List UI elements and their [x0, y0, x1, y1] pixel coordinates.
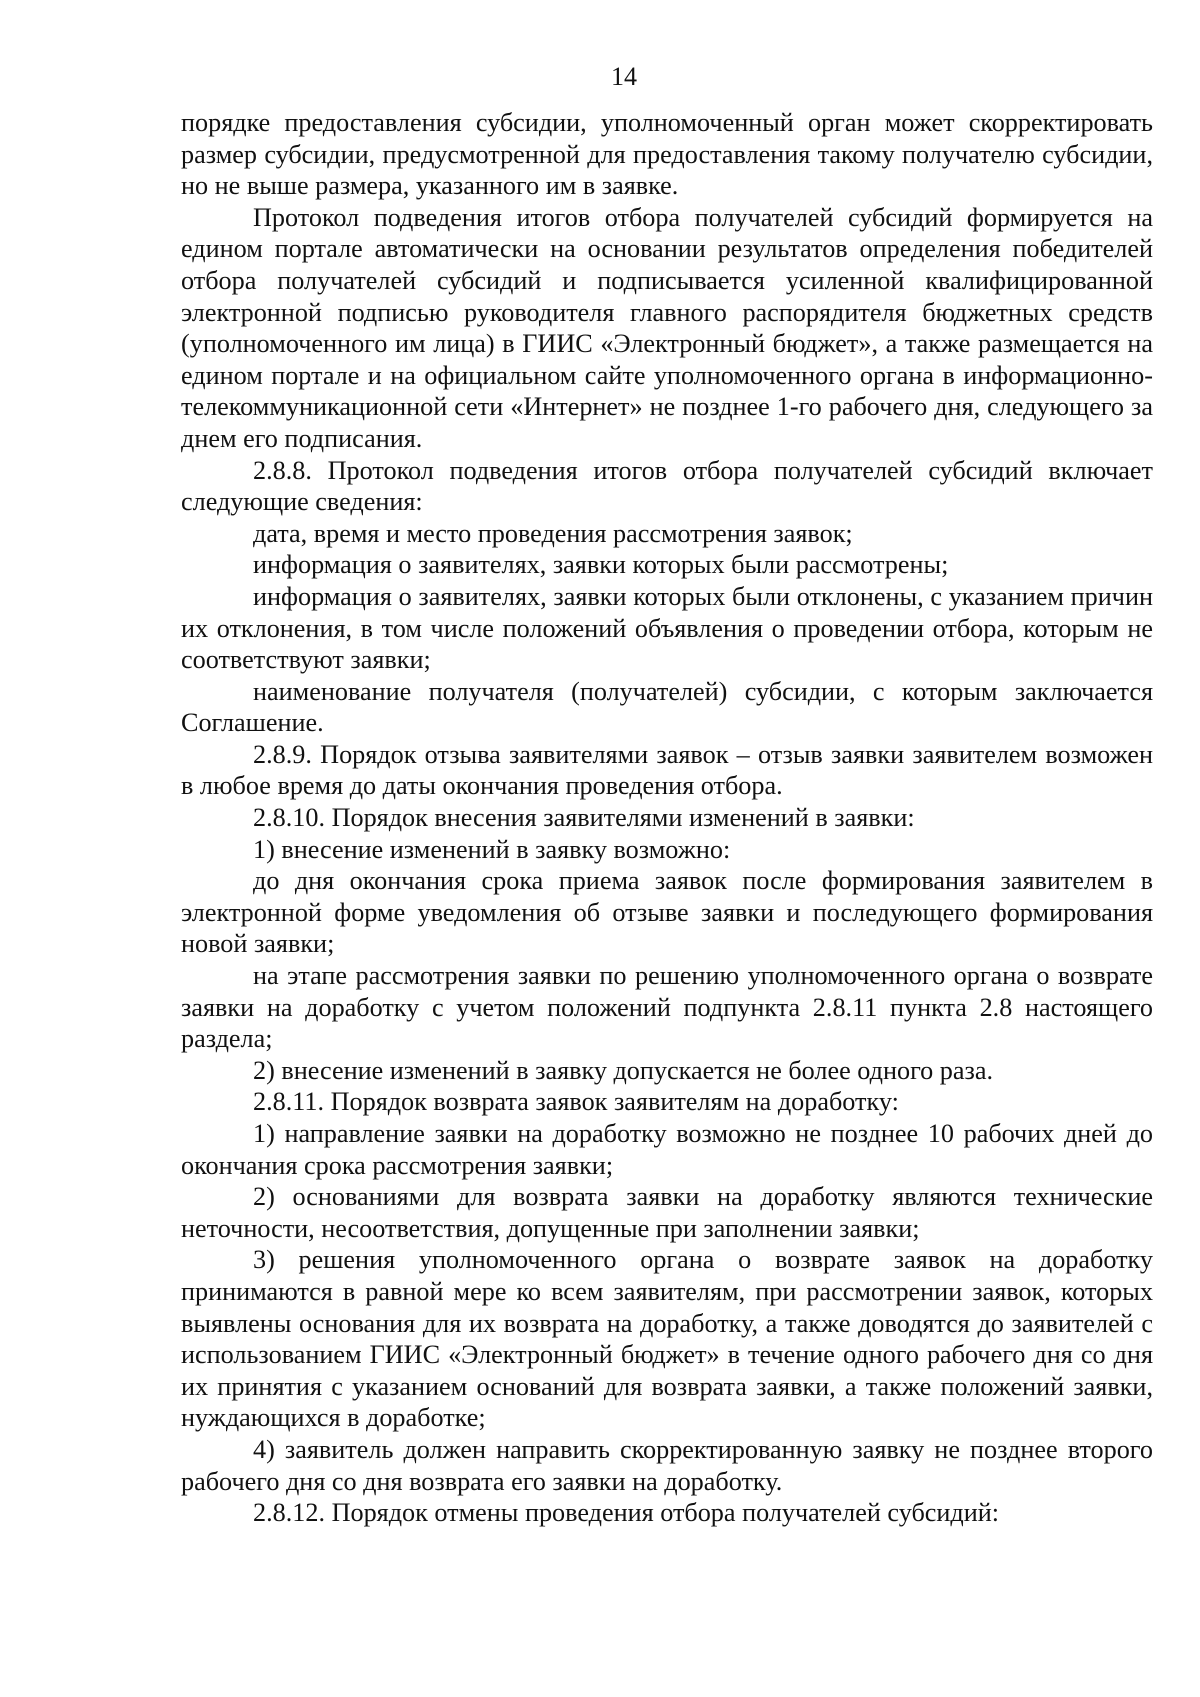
- paragraph-2-8-11: 2.8.11. Порядок возврата заявок заявителям на доработку:: [253, 1087, 899, 1117]
- list-item-resubmission: 4) заявитель должен направить скорректированную заявку не позднее второго рабочего дня со дня возврата его заявки на доработку.: [181, 1434, 1153, 1496]
- paragraph-2-8-12: 2.8.12. Порядок отмены проведения отбора получателей субсидий:: [253, 1498, 1000, 1528]
- list-item-return-grounds: 2) основаниями для возврата заявки на доработку являются технические неточности, несоответствия, допущенные при заполнении заявки;: [181, 1182, 1153, 1243]
- paragraph-2-8-10: 2.8.10. Порядок внесения заявителями изменений в заявки:: [253, 803, 915, 833]
- list-item-recipient-name: наименование получателя (получателей) субсидии, с которым заключается Соглашение.: [181, 676, 1153, 738]
- paragraph-protocol-formation: Протокол подведения итогов отбора получателей субсидий формируется на едином портале автоматически на основании результатов определения победителей отбора получателей субсидий и подписывается усиленной квалифицированной электронной подписью руководителя главного распорядителя бюджетных средств (уполномоченного им лица) в ГИИС «Электронный бюджет», а также размещается на едином портале и на официальном сайте уполномоченного органа в информационно-телекоммуникационной сети «Интернет» не позднее 1-го рабочего дня, следующего за днем его подписания.: [181, 202, 1153, 453]
- list-item-return-decisions: 3) решения уполномоченного органа о возврате заявок на доработку принимаются в равной мере ко всем заявителям, при рассмотрении заявок, которых выявлены основания для их возврата на доработку, а также доводятся до заявителей с использованием ГИИС «Электронный бюджет» в течение одного рабочего дня со дня их принятия с указанием оснований для возврата заявки, а также положений заявки, нуждающихся в доработке;: [181, 1245, 1153, 1433]
- list-item-review-stage: на этапе рассмотрения заявки по решению уполномоченного органа о возврате заявки на доработку с учетом положений подпункта 2.8.11 пункта 2.8 настоящего раздела;: [181, 961, 1153, 1054]
- list-item-date-time-place: дата, время и место проведения рассмотрения заявок;: [253, 518, 853, 548]
- list-item-return-deadline: 1) направление заявки на доработку возможно не позднее 10 рабочих дней до окончания срока рассмотрения заявки;: [181, 1119, 1153, 1180]
- paragraph-continuation: порядке предоставления субсидии, уполномоченный орган может скорректировать размер субсидии, предусмотренной для предоставления такому получателю субсидии, но не выше размера, указанного им в заявке.: [181, 108, 1153, 201]
- paragraph-2-8-9: 2.8.9. Порядок отзыва заявителями заявок – отзыв заявки заявителем возможен в любое время до даты окончания проведения отбора.: [181, 739, 1153, 801]
- list-item-changes-possible: 1) внесение изменений в заявку возможно:: [253, 834, 731, 864]
- list-item-once-only: 2) внесение изменений в заявку допускается не более одного раза.: [253, 1055, 994, 1085]
- list-item-reviewed-applicants: информация о заявителях, заявки которых были рассмотрены;: [253, 550, 949, 580]
- document-body: [181, 107, 1153, 1529]
- list-item-rejected-applicants: информация о заявителях, заявки которых были отклонены, с указанием причин их отклонения, в том числе положений объявления о проведении отбора, которым не соответствуют заявки;: [181, 581, 1153, 675]
- page-number: 14: [611, 62, 637, 91]
- list-item-before-deadline: до дня окончания срока приема заявок после формирования заявителем в электронной форме уведомления об отзыве заявки и последующего формирования новой заявки;: [181, 866, 1153, 959]
- paragraph-2-8-8: 2.8.8. Протокол подведения итогов отбора получателей субсидий включает следующие сведения:: [181, 455, 1153, 517]
